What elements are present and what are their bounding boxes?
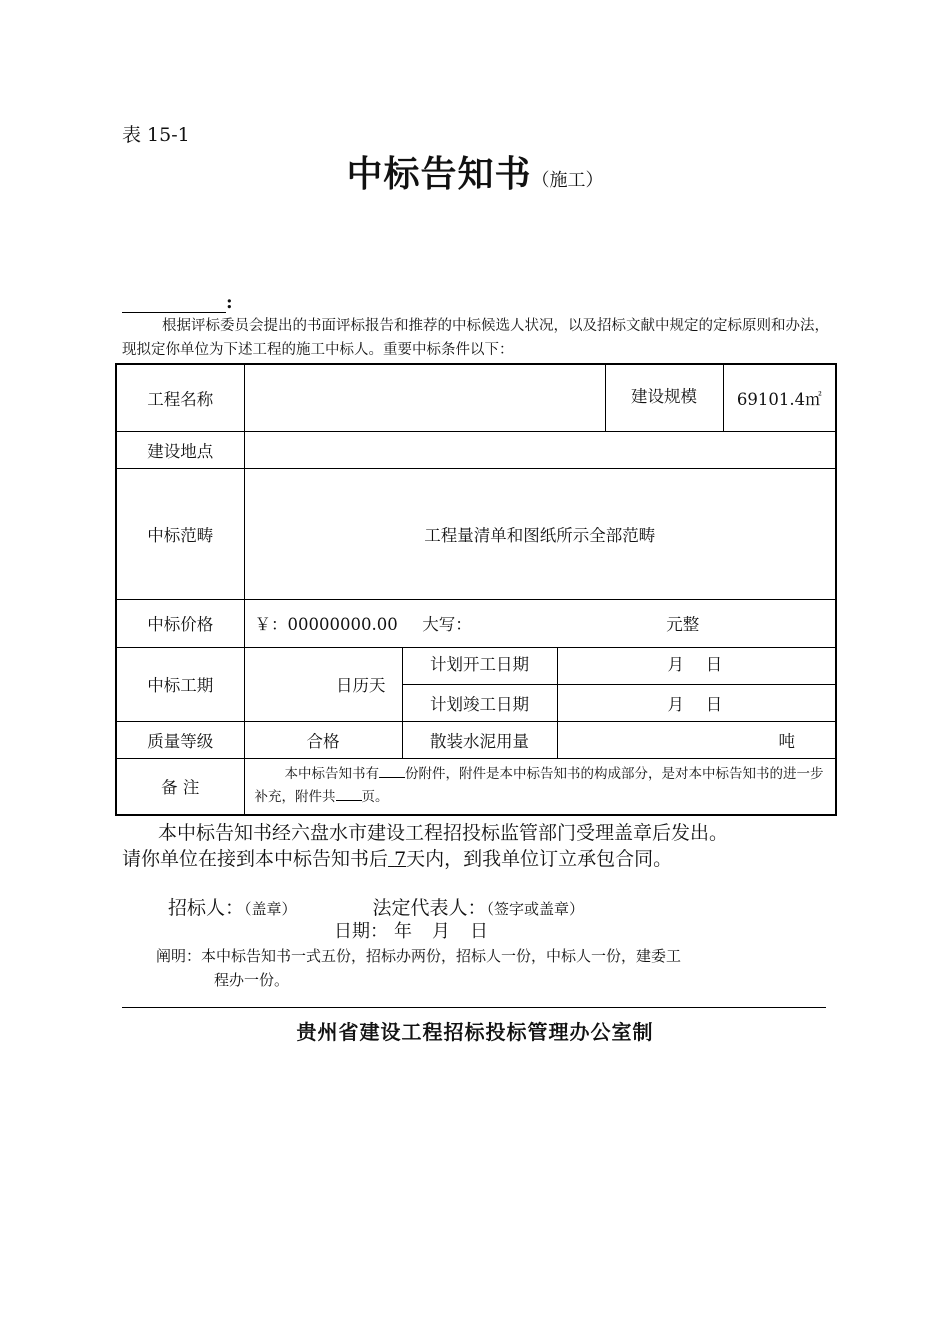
cement-label: 散装水泥用量 xyxy=(402,721,557,758)
quality-label: 质量等级 xyxy=(116,721,244,758)
tenderer-seal: （盖章） xyxy=(244,900,297,918)
project-name-field[interactable] xyxy=(244,364,605,431)
intro-paragraph: 根据评标委员会提出的书面评标报告和推荐的中标候选人状况，以及招标文献中规定的定标原则和办法，现拟定你单位为下述工程的施工中标人。重要中标条件以下： xyxy=(122,318,829,358)
remark-text xyxy=(244,758,836,815)
start-date-label: 计划开工日期 xyxy=(402,647,557,684)
table-row xyxy=(116,599,836,647)
legal-rep-label: 法定代表人： xyxy=(372,897,487,919)
document-subtitle: （施工） xyxy=(531,170,604,191)
table-row xyxy=(116,468,836,599)
date-row xyxy=(334,917,488,943)
contract-days-value: 7 xyxy=(394,848,407,870)
note-line-1: 阐明：本中标告知书一式五份，招标办两份，招标人一份，中标人一份，建委工 xyxy=(156,947,682,965)
table-row xyxy=(116,364,836,431)
date-label: 日期： xyxy=(334,921,388,942)
scope-value: 工程量清单和图纸所示全部范畴 xyxy=(244,468,836,599)
addressee-colon: : xyxy=(226,292,233,313)
date-month: 月 xyxy=(432,921,450,942)
remark-part-3: 页。 xyxy=(361,789,389,806)
scale-value: 69101.4㎡ xyxy=(723,364,836,431)
table-row xyxy=(116,647,836,684)
addressee-blank[interactable] xyxy=(122,292,226,313)
period-label: 中标工期 xyxy=(116,647,244,721)
project-name-label: 工程名称 xyxy=(116,364,244,431)
notice-line-2-post: 天内，到我单位订立承包合同。 xyxy=(406,848,673,870)
start-date-value[interactable]: 月 日 xyxy=(557,647,836,684)
table-row xyxy=(116,758,836,815)
date-day: 日 xyxy=(470,921,488,942)
quality-value: 合格 xyxy=(244,721,402,758)
notice-line-1: 本中标告知书经六盘水市建设工程招投标监管部门受理盖章后发出。 xyxy=(158,822,729,844)
tenderer-label: 招标人： xyxy=(168,897,245,919)
notice-line-2-pre: 请你单位在接到本中标告知书后 xyxy=(122,848,389,870)
remark-part-1: 本中标告知书有 xyxy=(284,766,379,783)
date-year: 年 xyxy=(394,921,412,942)
document-title: 中标告知书 xyxy=(346,154,532,195)
location-label: 建设地点 xyxy=(116,431,244,468)
footer-divider xyxy=(122,1007,826,1008)
price-label: 中标价格 xyxy=(116,599,244,647)
award-conditions-table xyxy=(115,363,837,816)
price-unit: 元整 xyxy=(666,615,700,634)
period-value[interactable]: 日历天 xyxy=(244,647,402,721)
table-number: 表 15-1 xyxy=(122,124,190,146)
issuer-footer: 贵州省建设工程招标投标管理办公室制 xyxy=(296,1020,654,1044)
remark-part-2: 份附件，附件是本中标告知书的构成部分，是对本中标告知书的进一步补充，附件共 xyxy=(254,766,824,806)
price-words-label: 大写： xyxy=(422,615,472,634)
end-date-label: 计划竣工日期 xyxy=(402,684,557,721)
attachment-pages-blank[interactable] xyxy=(336,786,362,801)
price-field[interactable] xyxy=(244,599,836,647)
attachment-count-blank[interactable] xyxy=(379,763,405,778)
document-title-row xyxy=(0,146,950,197)
legal-rep-seal: （签字或盖章） xyxy=(486,900,585,918)
notice-line-2 xyxy=(122,846,842,872)
table-row xyxy=(116,721,836,758)
price-value: ￥：00000000.00 xyxy=(254,615,398,634)
location-field[interactable] xyxy=(244,431,836,468)
table-row xyxy=(116,431,836,468)
scope-label: 中标范畴 xyxy=(116,468,244,599)
cement-amount[interactable]: 吨 xyxy=(557,721,836,758)
scale-label: 建设规模 xyxy=(605,364,723,431)
contract-days xyxy=(388,848,406,870)
signature-row xyxy=(168,893,584,920)
note-line-2: 程办一份。 xyxy=(214,971,290,989)
remark-label: 备 注 xyxy=(116,758,244,815)
end-date-value[interactable]: 月 日 xyxy=(557,684,836,721)
